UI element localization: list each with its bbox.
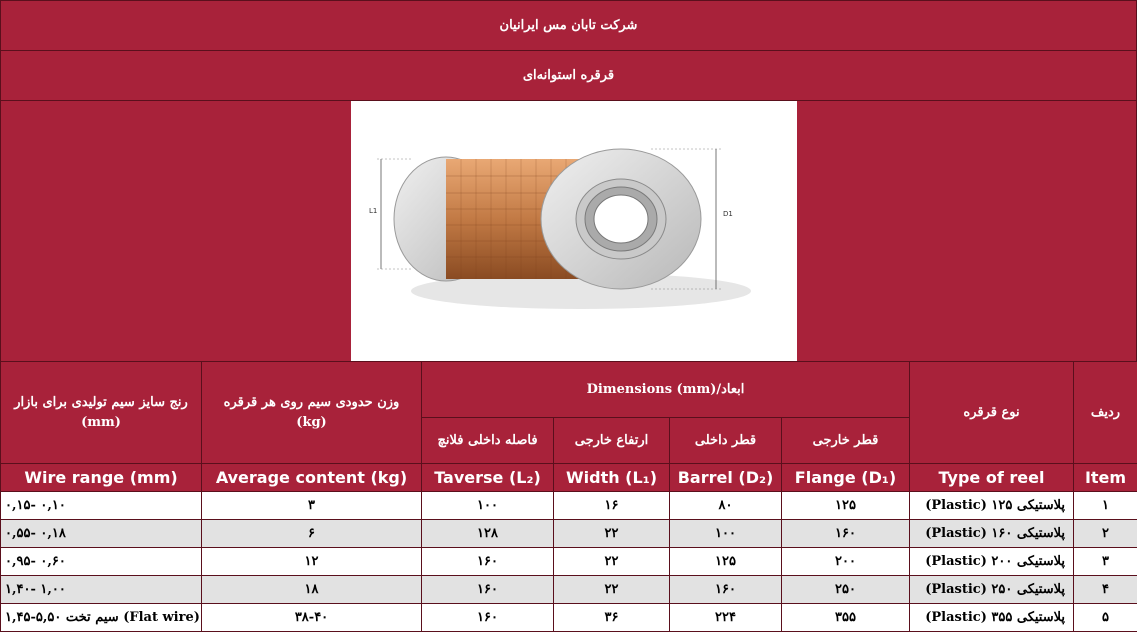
cell-barrel: ۸۰ bbox=[670, 492, 782, 520]
header-avg-content-en: Average content (kg) bbox=[202, 464, 422, 492]
cell-item: ۴ bbox=[1074, 576, 1137, 604]
cell-barrel: ۱۶۰ bbox=[670, 576, 782, 604]
cell-wire-range: (Flat wire) سیم تخت ۵,۵۰-۱,۴۵ bbox=[1, 604, 202, 632]
header-wire-range-en: Wire range (mm) bbox=[1, 464, 202, 492]
header-barrel-en: Barrel (D₂) bbox=[670, 464, 782, 492]
reel-illustration bbox=[351, 101, 797, 361]
header-traverse-fa: فاصله داخلی فلانچ bbox=[422, 418, 554, 464]
cell-wire-range: ۰,۱۸ -۰,۵۵ bbox=[1, 520, 202, 548]
cell-type: پلاستیکی ۱۶۰ (Plastic) bbox=[910, 520, 1074, 548]
cell-flange: ۱۶۰ bbox=[782, 520, 910, 548]
cell-wire-range: ۱,۰۰ -۱,۴۰ bbox=[1, 576, 202, 604]
cell-barrel: ۱۰۰ bbox=[670, 520, 782, 548]
company-title: شرکت تابان مس ایرانیان bbox=[499, 18, 638, 33]
header-flange-fa: قطر خارجی bbox=[782, 418, 910, 464]
cell-item: ۱ bbox=[1074, 492, 1137, 520]
header-avg-content-fa: وزن حدودی سیم روی هر قرقره (kg) bbox=[202, 362, 422, 464]
reel-specs-table bbox=[0, 361, 1137, 632]
cell-avg-content: ۶ bbox=[202, 520, 422, 548]
cell-item: ۵ bbox=[1074, 604, 1137, 632]
company-title-bar bbox=[0, 0, 1137, 51]
cell-item: ۲ bbox=[1074, 520, 1137, 548]
header-dimensions: Dimensions (mm)/ابعاد bbox=[422, 362, 910, 418]
cell-width: ۲۲ bbox=[554, 520, 670, 548]
cell-width: ۲۲ bbox=[554, 576, 670, 604]
header-width-en: Width (L₁) bbox=[554, 464, 670, 492]
section-title: قرقره استوانه‌ای bbox=[522, 68, 615, 83]
table-row bbox=[1, 604, 1137, 632]
cell-flange: ۳۵۵ bbox=[782, 604, 910, 632]
table-row bbox=[1, 520, 1137, 548]
header-width-fa: ارتفاع خارجی bbox=[554, 418, 670, 464]
cell-avg-content: ۱۲ bbox=[202, 548, 422, 576]
cell-item: ۳ bbox=[1074, 548, 1137, 576]
cell-width: ۱۶ bbox=[554, 492, 670, 520]
cell-type: پلاستیکی ۲۰۰ (Plastic) bbox=[910, 548, 1074, 576]
cell-avg-content: ۳ bbox=[202, 492, 422, 520]
section-title-bar bbox=[0, 50, 1137, 101]
cell-avg-content: ۱۸ bbox=[202, 576, 422, 604]
cell-type: پلاستیکی ۲۵۰ (Plastic) bbox=[910, 576, 1074, 604]
header-wire-range-fa: رنج سایز سیم تولیدی برای بازار (mm) bbox=[1, 362, 202, 464]
cell-traverse: ۱۶۰ bbox=[422, 576, 554, 604]
cell-wire-range: ۰,۶۰ -۰,۹۵ bbox=[1, 548, 202, 576]
cell-flange: ۲۵۰ bbox=[782, 576, 910, 604]
table-row bbox=[1, 492, 1137, 520]
figure-band bbox=[0, 100, 1137, 362]
cell-traverse: ۱۶۰ bbox=[422, 604, 554, 632]
cell-traverse: ۱۶۰ bbox=[422, 548, 554, 576]
cell-wire-range: ۰,۱۰ -۰,۱۵ bbox=[1, 492, 202, 520]
header-item-fa: ردیف bbox=[1074, 362, 1137, 464]
cell-type: پلاستیکی ۳۵۵ (Plastic) bbox=[910, 604, 1074, 632]
header-item-en: Item bbox=[1074, 464, 1137, 492]
cell-type: پلاستیکی ۱۲۵ (Plastic) bbox=[910, 492, 1074, 520]
header-reel-type-en: Type of reel bbox=[910, 464, 1074, 492]
cell-barrel: ۱۲۵ bbox=[670, 548, 782, 576]
reel-figure bbox=[351, 101, 797, 361]
header-flange-en: Flange (D₁) bbox=[782, 464, 910, 492]
cell-traverse: ۱۲۸ bbox=[422, 520, 554, 548]
label-d1: D1 bbox=[723, 210, 733, 218]
table-row bbox=[1, 548, 1137, 576]
label-l1: L1 bbox=[369, 207, 378, 215]
header-barrel-fa: قطر داخلی bbox=[670, 418, 782, 464]
cell-traverse: ۱۰۰ bbox=[422, 492, 554, 520]
header-traverse-en: Taverse (L₂) bbox=[422, 464, 554, 492]
cell-flange: ۲۰۰ bbox=[782, 548, 910, 576]
header-reel-type-fa: نوع قرقره bbox=[910, 362, 1074, 464]
cell-width: ۲۲ bbox=[554, 548, 670, 576]
cell-barrel: ۲۲۴ bbox=[670, 604, 782, 632]
cell-width: ۳۶ bbox=[554, 604, 670, 632]
cell-flange: ۱۲۵ bbox=[782, 492, 910, 520]
table-row bbox=[1, 576, 1137, 604]
cell-avg-content: ۳۸-۴۰ bbox=[202, 604, 422, 632]
